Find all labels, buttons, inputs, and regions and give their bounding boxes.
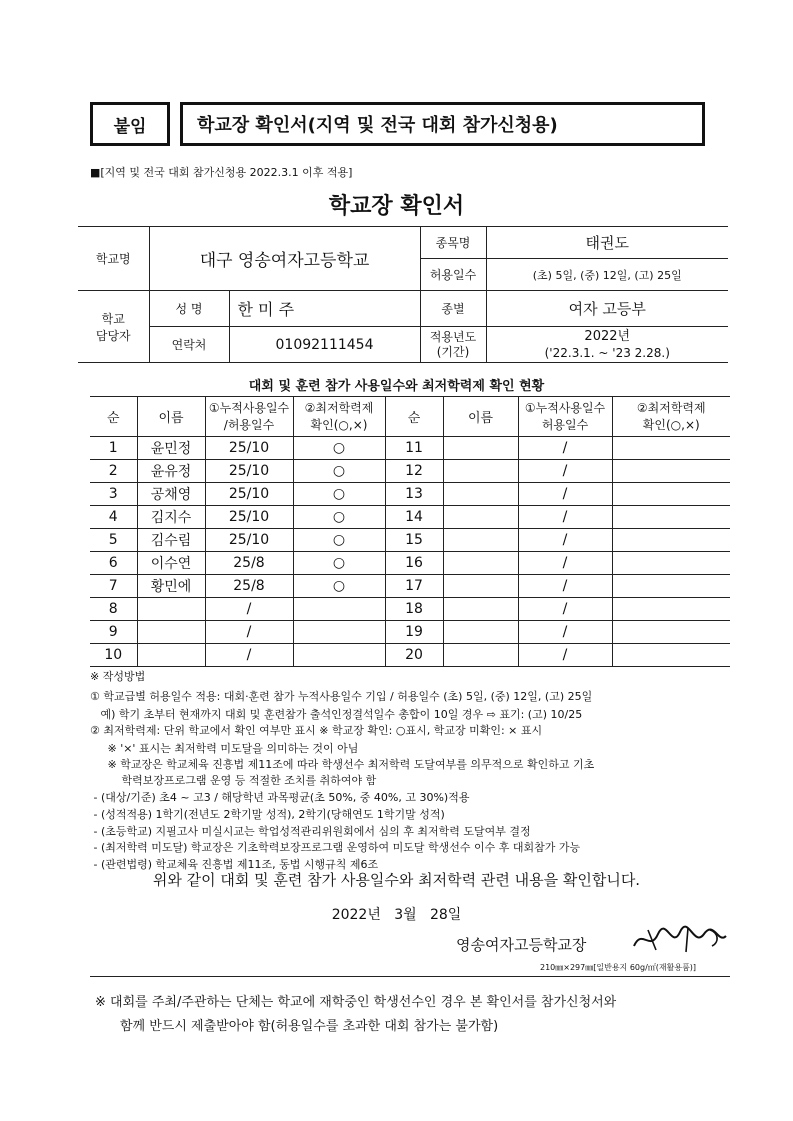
year-cell	[486, 327, 728, 363]
row-days-right: /	[518, 644, 612, 667]
row-name-right	[443, 644, 518, 667]
row-name-right	[443, 437, 518, 460]
note-line: ② 최저학력제: 단위 학교에서 확인 여부만 표시 ※ 학교장 확인: ○표시, 학교장 미확인: × 표시	[90, 724, 543, 737]
row-days-left: 25/10	[205, 506, 293, 529]
principal-signature	[628, 922, 732, 956]
row-check-left: ○	[293, 483, 385, 506]
row-check-left: ○	[293, 529, 385, 552]
note-line: ※ 학교장은 학교체육 진흥법 제11조에 따라 학생선수 최저학력 도달여부를 의무적으로 확인하고 기초	[90, 758, 595, 771]
row-days-left: 25/8	[205, 552, 293, 575]
date-text: 2022년 3월 28일	[331, 907, 462, 923]
col-check-right	[612, 397, 730, 437]
row-name-right	[443, 506, 518, 529]
col-days-right-line1: ①누적사용일수	[524, 400, 606, 415]
allow-days-value: (초) 5일, (중) 12일, (고) 25일	[486, 259, 728, 291]
paper-spec-line	[90, 976, 730, 977]
col-no-right: 순	[385, 397, 443, 437]
col-days-left	[205, 397, 293, 437]
form-title: 학교장 확인서	[328, 194, 465, 219]
table-row	[90, 598, 730, 621]
row-name-left: 김지수	[137, 506, 205, 529]
row-no-right: 17	[385, 575, 443, 598]
col-check-left-line1: ②최저학력제	[304, 400, 374, 415]
row-check-left	[293, 644, 385, 667]
col-no-left: 순	[90, 397, 137, 437]
event-value: 태권도	[486, 227, 728, 259]
row-days-right: /	[518, 598, 612, 621]
row-days-left: 25/10	[205, 460, 293, 483]
table-row	[90, 575, 730, 598]
attachment-label: 붙임	[113, 116, 147, 137]
subtitle-note: ■[지역 및 전국 대회 참가신청용 2022.3.1 이후 적용]	[90, 166, 353, 179]
school-label: 학교명	[78, 227, 149, 291]
name-label: 성 명	[149, 291, 229, 327]
row-no-right: 20	[385, 644, 443, 667]
col-days-right-line2: 허용일수	[541, 417, 589, 432]
row-days-left: 25/10	[205, 483, 293, 506]
row-days-right: /	[518, 506, 612, 529]
row-check-right	[612, 529, 730, 552]
row-no-right: 11	[385, 437, 443, 460]
row-days-right: /	[518, 575, 612, 598]
principal-text: 영송여자고등학교장	[456, 936, 587, 954]
note-line: 학력보장프로그램 운영 등 적절한 조치를 취하여야 함	[90, 774, 377, 787]
row-name-left: 공채영	[137, 483, 205, 506]
row-no-left: 1	[90, 437, 137, 460]
row-days-left: 25/10	[205, 437, 293, 460]
allow-days-label: 허용일수	[420, 259, 486, 291]
row-check-right	[612, 644, 730, 667]
col-days-left-line1: ①누적사용일수	[208, 400, 290, 415]
row-no-right: 19	[385, 621, 443, 644]
note-line: - (초등학교) 지필고사 미실시교는 학업성적관리위원회에서 심의 후 최저학력 도달여부 결정	[90, 825, 531, 838]
header-title: 학교장 확인서(지역 및 전국 대회 참가신청용)	[197, 115, 558, 136]
row-check-left: ○	[293, 460, 385, 483]
note-line: - (성적적용) 1학기(전년도 2학기말 성적), 2학기(당해연도 1학기말 성적)	[90, 808, 445, 821]
row-name-left: 이수연	[137, 552, 205, 575]
period-value: ('22.3.1. ~ '23 2.28.)	[544, 345, 670, 360]
row-no-right: 13	[385, 483, 443, 506]
col-check-right-line2: 확인(○,×)	[642, 417, 700, 432]
col-name-right: 이름	[443, 397, 518, 437]
table-row	[90, 460, 730, 483]
note-line: ① 학교급별 허용일수 적용: 대회·훈련 참가 누적사용일수 기입 / 허용일수 (초) 5일, (중) 12일, (고) 25일	[90, 690, 593, 703]
school-value: 대구 영송여자고등학교	[149, 227, 420, 291]
row-name-left: 윤민정	[137, 437, 205, 460]
note-line: ※ 작성방법	[90, 670, 146, 683]
type-value: 여자 고등부	[486, 291, 728, 327]
row-name-left	[137, 598, 205, 621]
row-name-right	[443, 621, 518, 644]
table-row	[90, 644, 730, 667]
note-line: - (최저학력 미도달) 학교장은 기초학력보장프로그램 운영하여 미도달 학생선수 이수 후 대회참가 가능	[90, 841, 581, 854]
row-name-left: 김수림	[137, 529, 205, 552]
note-line: - (관련법령) 학교체육 진흥법 제11조, 동법 시행규칙 제6조	[90, 858, 379, 871]
row-no-right: 16	[385, 552, 443, 575]
note-line: ※ '×' 표시는 최저학력 미도달을 의미하는 것이 아님	[90, 742, 359, 755]
row-name-right	[443, 529, 518, 552]
row-check-left: ○	[293, 506, 385, 529]
col-name-left: 이름	[137, 397, 205, 437]
row-days-right: /	[518, 460, 612, 483]
year-value: 2022년	[584, 328, 631, 344]
info-table	[78, 226, 728, 363]
section-title: 대회 및 훈련 참가 사용일수와 최저학력제 확인 현황	[248, 379, 545, 394]
contact-label: 연락처	[149, 327, 229, 363]
row-no-left: 2	[90, 460, 137, 483]
name-value: 한 미 주	[229, 291, 420, 327]
row-check-right	[612, 621, 730, 644]
row-check-right	[612, 552, 730, 575]
row-name-right	[443, 598, 518, 621]
row-check-left: ○	[293, 575, 385, 598]
col-check-left	[293, 397, 385, 437]
footer-line-1: ※ 대회를 주최/주관하는 단체는 학교에 재학중인 학생선수인 경우 본 확인서를 참가신청서와	[95, 995, 617, 1010]
footer-line-2: 함께 반드시 제출받아야 함(허용일수를 초과한 대회 참가는 불가함)	[120, 1019, 499, 1034]
participation-table	[90, 396, 730, 667]
row-no-right: 18	[385, 598, 443, 621]
col-check-right-line1: ②최저학력제	[636, 400, 706, 415]
row-days-right: /	[518, 552, 612, 575]
table-row	[90, 506, 730, 529]
row-no-left: 7	[90, 575, 137, 598]
row-name-right	[443, 552, 518, 575]
row-name-right	[443, 483, 518, 506]
attachment-label-box	[90, 102, 170, 146]
row-check-right	[612, 575, 730, 598]
row-days-right: /	[518, 621, 612, 644]
table-row	[90, 529, 730, 552]
row-no-right: 14	[385, 506, 443, 529]
row-name-left	[137, 621, 205, 644]
col-days-right	[518, 397, 612, 437]
row-name-left: 윤유정	[137, 460, 205, 483]
table-row	[90, 437, 730, 460]
row-no-left: 10	[90, 644, 137, 667]
row-name-left	[137, 644, 205, 667]
row-check-right	[612, 460, 730, 483]
row-name-right	[443, 575, 518, 598]
confirm-text: 위와 같이 대회 및 훈련 참가 사용일수와 최저학력 관련 내용을 확인합니다.	[152, 871, 641, 889]
row-check-left	[293, 621, 385, 644]
row-no-left: 3	[90, 483, 137, 506]
type-label: 종별	[420, 291, 486, 327]
row-check-left	[293, 598, 385, 621]
row-days-right: /	[518, 529, 612, 552]
col-days-left-line2: /허용일수	[223, 417, 275, 432]
col-check-left-line2: 확인(○,×)	[310, 417, 368, 432]
row-name-left: 황민에	[137, 575, 205, 598]
row-days-left: 25/10	[205, 529, 293, 552]
table-row	[90, 621, 730, 644]
row-days-left: /	[205, 644, 293, 667]
row-check-right	[612, 598, 730, 621]
note-line: 예) 학기 초부터 현재까지 대회 및 훈련참가 출석인정결석일수 총합이 10일 경우 ⇨ 표기: (고) 10/25	[90, 708, 583, 721]
row-check-right	[612, 483, 730, 506]
row-check-left: ○	[293, 437, 385, 460]
table-row	[90, 552, 730, 575]
row-days-left: 25/8	[205, 575, 293, 598]
row-check-right	[612, 506, 730, 529]
event-label: 종목명	[420, 227, 486, 259]
row-days-right: /	[518, 437, 612, 460]
row-no-left: 6	[90, 552, 137, 575]
row-days-left: /	[205, 621, 293, 644]
contact-value: 01092111454	[229, 327, 420, 363]
paper-spec: 210㎜×297㎜[일반용지 60g/㎡(재활용품)]	[540, 963, 697, 972]
manager-label: 학교 담당자	[78, 291, 149, 363]
row-no-left: 4	[90, 506, 137, 529]
year-label: 적용년도 (기간)	[420, 327, 486, 363]
row-check-left: ○	[293, 552, 385, 575]
row-no-right: 12	[385, 460, 443, 483]
note-line: - (대상/기준) 초4 ~ 고3 / 해당학년 과목평균(초 50%, 중 40%, 고 30%)적용	[90, 791, 470, 804]
row-days-left: /	[205, 598, 293, 621]
table-row	[90, 483, 730, 506]
row-no-left: 8	[90, 598, 137, 621]
row-no-left: 5	[90, 529, 137, 552]
row-check-right	[612, 437, 730, 460]
header-title-box	[180, 102, 705, 146]
row-no-left: 9	[90, 621, 137, 644]
row-no-right: 15	[385, 529, 443, 552]
row-days-right: /	[518, 483, 612, 506]
row-name-right	[443, 460, 518, 483]
